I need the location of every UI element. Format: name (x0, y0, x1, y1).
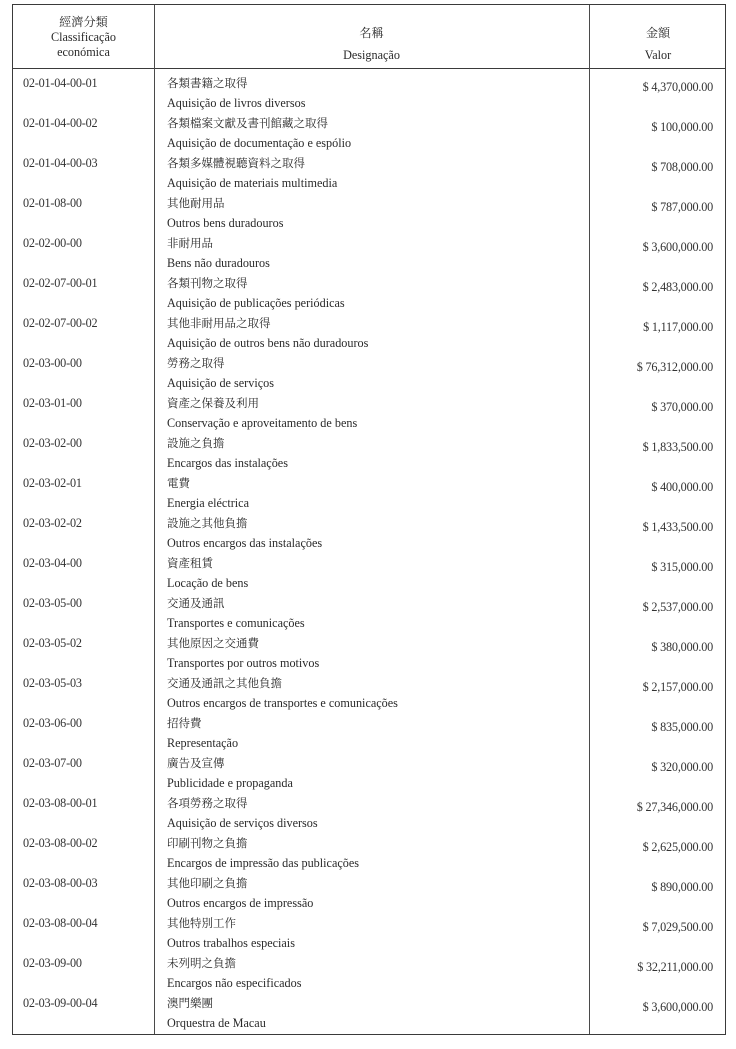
classification-code: 02-03-02-02 (23, 516, 82, 530)
designation-zh: 未列明之負擔 (167, 956, 236, 970)
table-row (13, 195, 725, 235)
table-row (13, 515, 725, 555)
designation-pt: Aquisição de outros bens não duradouros (167, 336, 369, 350)
designation-pt: Orquestra de Macau (167, 1016, 266, 1030)
header-designation-pt: Designação (343, 48, 400, 62)
designation-zh: 資產租賃 (167, 556, 213, 570)
amount-value: $ 2,625,000.00 (642, 840, 713, 854)
designation-pt: Bens não duradouros (167, 256, 270, 270)
amount-value: $ 890,000.00 (651, 880, 713, 894)
table-row (13, 955, 725, 995)
classification-code: 02-03-08-00-01 (23, 796, 98, 810)
designation-zh: 電費 (167, 476, 190, 490)
designation-zh: 設施之其他負擔 (167, 516, 248, 530)
designation-zh: 其他印刷之負擔 (167, 876, 248, 890)
table-row (13, 675, 725, 715)
amount-value: $ 76,312,000.00 (636, 360, 713, 374)
table-row (13, 795, 725, 835)
table-row (13, 835, 725, 875)
amount-value: $ 315,000.00 (651, 560, 713, 574)
table-row (13, 355, 725, 395)
designation-zh: 勞務之取得 (167, 356, 225, 370)
designation-zh: 其他非耐用品之取得 (167, 316, 271, 330)
classification-code: 02-03-02-01 (23, 476, 82, 490)
classification-code: 02-03-08-00-03 (23, 876, 98, 890)
table-row (13, 275, 725, 315)
classification-code: 02-02-07-00-01 (23, 276, 98, 290)
designation-pt: Locação de bens (167, 576, 249, 590)
header-classification-pt-1: Classificação (51, 30, 116, 44)
designation-pt: Outros encargos das instalações (167, 536, 323, 550)
classification-code: 02-03-09-00 (23, 956, 82, 970)
table-row (13, 875, 725, 915)
designation-pt: Encargos das instalações (167, 456, 288, 470)
table-row (13, 635, 725, 675)
amount-value: $ 4,370,000.00 (642, 80, 713, 94)
designation-pt: Encargos de impressão das publicações (167, 856, 360, 870)
header-classification-zh: 經濟分類 (59, 15, 108, 29)
classification-code: 02-02-07-00-02 (23, 316, 98, 330)
designation-pt: Transportes por outros motivos (167, 656, 320, 670)
amount-value: $ 1,117,000.00 (643, 320, 713, 334)
designation-zh: 設施之負擔 (167, 436, 225, 450)
designation-zh: 各類刊物之取得 (167, 276, 248, 290)
header-value-zh: 金額 (645, 26, 671, 40)
designation-pt: Publicidade e propaganda (167, 776, 293, 790)
designation-zh: 澳門樂團 (167, 996, 213, 1010)
amount-value: $ 835,000.00 (651, 720, 713, 734)
classification-code: 02-03-02-00 (23, 436, 82, 450)
designation-zh: 廣告及宣傳 (167, 756, 225, 770)
header-value-pt: Valor (644, 48, 672, 62)
amount-value: $ 320,000.00 (651, 760, 713, 774)
designation-zh: 交通及通訊之其他負擔 (167, 676, 282, 690)
designation-pt: Outros trabalhos especiais (167, 936, 295, 950)
amount-value: $ 7,029,500.00 (642, 920, 713, 934)
designation-pt: Aquisição de materiais multimedia (167, 176, 338, 190)
amount-value: $ 787,000.00 (651, 200, 713, 214)
amount-value: $ 3,600,000.00 (642, 240, 713, 254)
amount-value: $ 380,000.00 (651, 640, 713, 654)
table-row (13, 715, 725, 755)
budget-table (12, 4, 726, 1035)
classification-code: 02-03-08-00-02 (23, 836, 98, 850)
header-designation-zh: 名稱 (359, 26, 384, 40)
designation-pt: Aquisição de serviços (167, 376, 274, 390)
designation-zh: 各類書籍之取得 (167, 76, 248, 90)
table-header (13, 5, 725, 69)
table-row (13, 155, 725, 195)
header-classification (13, 5, 154, 68)
designation-zh: 各類多媒體視聽資料之取得 (167, 156, 305, 170)
amount-value: $ 3,600,000.00 (642, 1000, 713, 1014)
table-body (13, 75, 725, 1035)
designation-zh: 資產之保養及利用 (167, 396, 259, 410)
classification-code: 02-03-05-00 (23, 596, 82, 610)
designation-pt: Aquisição de livros diversos (167, 96, 306, 110)
table-row (13, 915, 725, 955)
designation-pt: Transportes e comunicações (167, 616, 305, 630)
designation-pt: Outros encargos de impressão (167, 896, 314, 910)
designation-pt: Outros encargos de transportes e comunicações (167, 696, 398, 710)
designation-pt: Conservação e aproveitamento de bens (167, 416, 358, 430)
table-row (13, 75, 725, 115)
classification-code: 02-03-00-00 (23, 356, 82, 370)
table-row (13, 595, 725, 635)
amount-value: $ 2,537,000.00 (642, 600, 713, 614)
classification-code: 02-02-00-00 (23, 236, 82, 250)
designation-zh: 招待費 (167, 716, 202, 730)
designation-pt: Energia eléctrica (167, 496, 249, 510)
designation-zh: 各類檔案文獻及書刊館藏之取得 (167, 116, 328, 130)
designation-pt: Encargos não especificados (167, 976, 302, 990)
classification-code: 02-03-04-00 (23, 556, 82, 570)
classification-code: 02-03-09-00-04 (23, 996, 98, 1010)
designation-zh: 印刷刊物之負擔 (167, 836, 248, 850)
table-row (13, 235, 725, 275)
designation-zh: 交通及通訊 (167, 596, 225, 610)
table-row (13, 435, 725, 475)
amount-value: $ 1,833,500.00 (642, 440, 713, 454)
amount-value: $ 708,000.00 (651, 160, 713, 174)
amount-value: $ 1,433,500.00 (642, 520, 713, 534)
classification-code: 02-01-08-00 (23, 196, 82, 210)
amount-value: $ 2,157,000.00 (642, 680, 713, 694)
designation-zh: 各項勞務之取得 (167, 796, 248, 810)
table-row (13, 755, 725, 795)
amount-value: $ 100,000.00 (651, 120, 713, 134)
table-row (13, 115, 725, 155)
amount-value: $ 2,483,000.00 (642, 280, 713, 294)
amount-value: $ 400,000.00 (651, 480, 713, 494)
designation-pt: Aquisição de documentação e espólio (167, 136, 352, 150)
classification-code: 02-03-01-00 (23, 396, 82, 410)
classification-code: 02-03-05-03 (23, 676, 82, 690)
designation-pt: Outros bens duradouros (167, 216, 284, 230)
designation-zh: 其他原因之交通費 (167, 636, 259, 650)
table-row (13, 995, 725, 1035)
designation-pt: Representação (167, 736, 239, 750)
header-classification-pt-2: económica (57, 45, 110, 59)
classification-code: 02-01-04-00-01 (23, 76, 98, 90)
classification-code: 02-03-07-00 (23, 756, 82, 770)
amount-value: $ 370,000.00 (651, 400, 713, 414)
classification-code: 02-03-05-02 (23, 636, 82, 650)
designation-zh: 其他特別工作 (167, 916, 236, 930)
designation-zh: 非耐用品 (167, 236, 213, 250)
amount-value: $ 27,346,000.00 (636, 800, 713, 814)
table-row (13, 395, 725, 435)
designation-zh: 其他耐用品 (167, 196, 225, 210)
table-row (13, 315, 725, 355)
classification-code: 02-01-04-00-03 (23, 156, 98, 170)
classification-code: 02-01-04-00-02 (23, 116, 98, 130)
classification-code: 02-03-06-00 (23, 716, 82, 730)
table-row (13, 555, 725, 595)
designation-pt: Aquisição de serviços diversos (167, 816, 318, 830)
header-designation (154, 5, 589, 68)
header-value (589, 5, 727, 68)
classification-code: 02-03-08-00-04 (23, 916, 98, 930)
designation-pt: Aquisição de publicações periódicas (167, 296, 345, 310)
table-row (13, 475, 725, 515)
amount-value: $ 32,211,000.00 (637, 960, 713, 974)
